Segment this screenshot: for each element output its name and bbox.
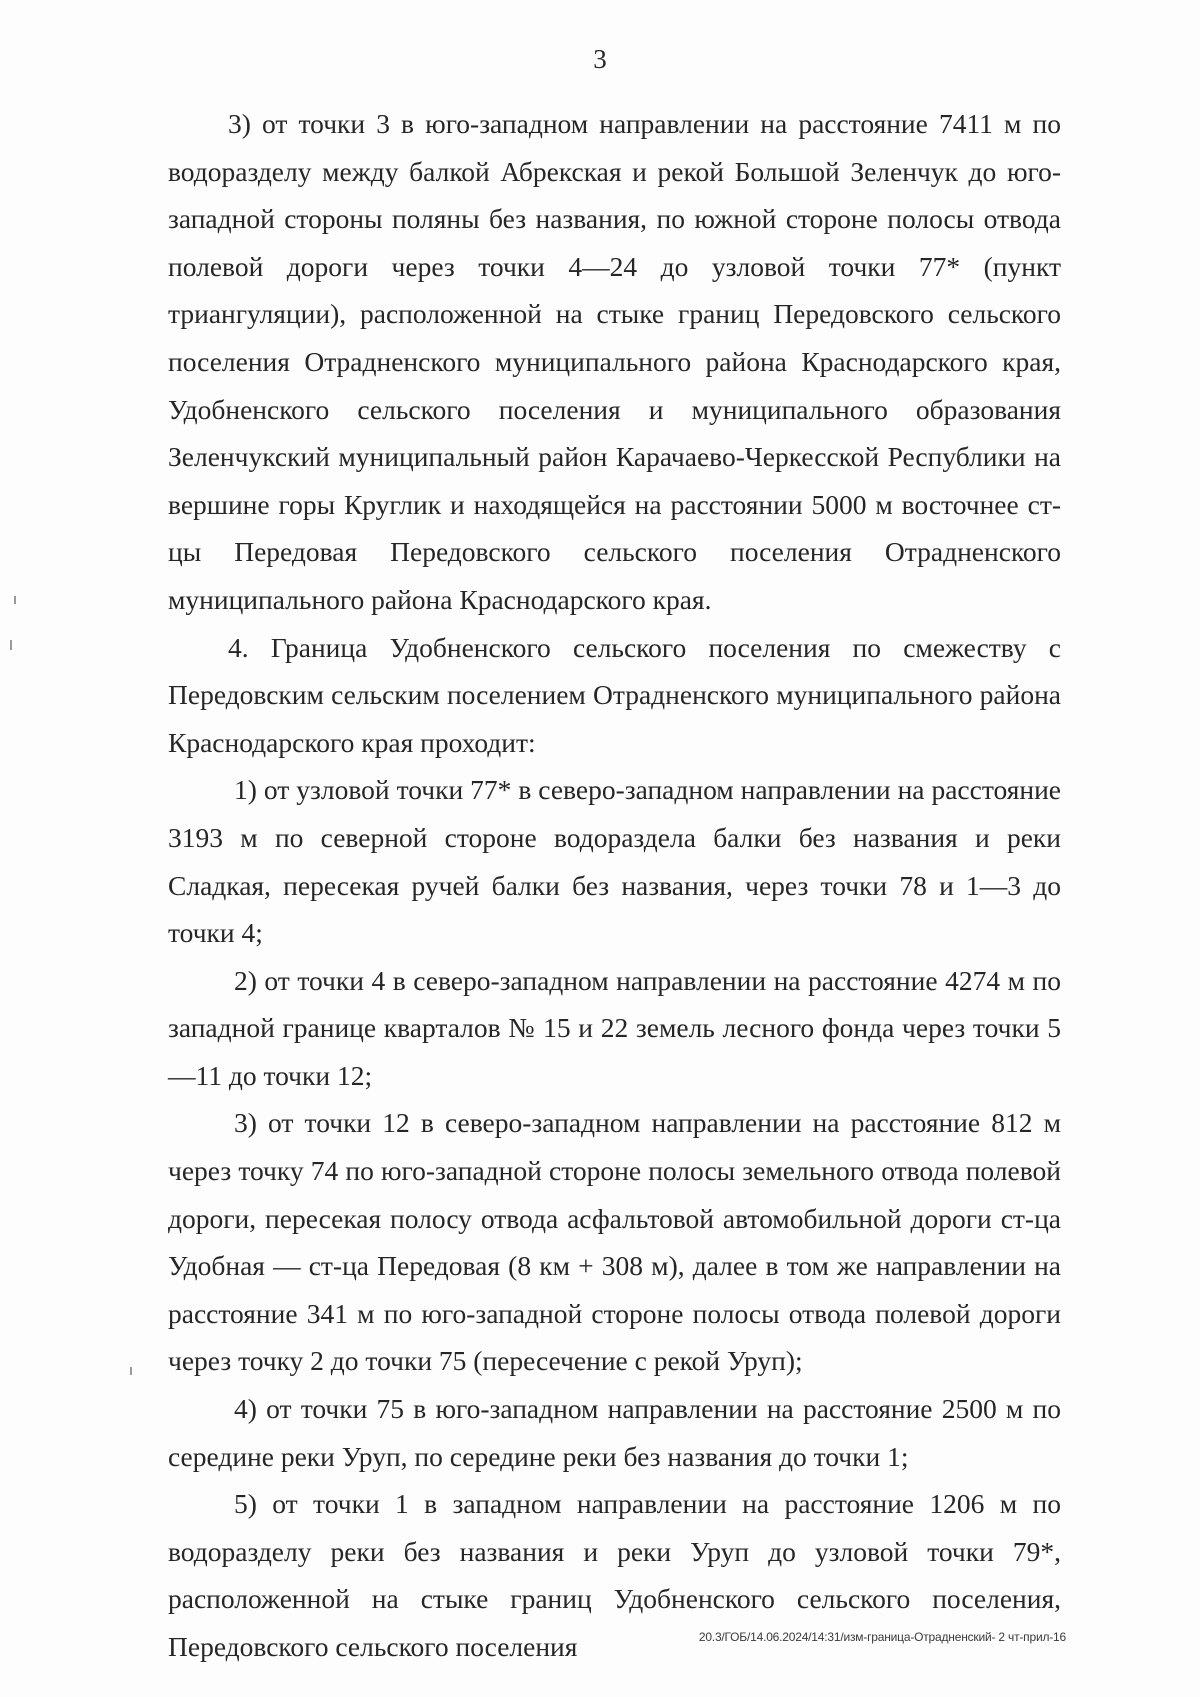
scan-artifact-mark — [130, 1367, 132, 1375]
paragraph-item-4: 4) от точки 75 в юго-западном направлении на расстояние 2500 м по середине реки Уруп, по середине реки без названия до точки 1; — [168, 1393, 1061, 1472]
paragraph-item-3: 3) от точки 3 в юго-западном направлении на расстояние 7411 м по водоразделу между балкой Абрекская и рекой Большой Зеленчук до юго-западной стороны поляны без названия, по южной стороне полосы отвода полевой дороги через точки 4—24 до узловой точки 77* (пункт триангуляции), расположенной на стыке границ Передовского сельского поселения Отрадненского муниципального района Краснодарского края, Удобненского сельского поселения и муниципального образования Зеленчукский муниципальный район Карачаево-Черкесской Республики на вершине горы Круглик и находящейся на расстоянии 5000 м восточнее ст-цы Передовая Передовского сельского поселения Отрадненского муниципального района Краснодарского края. — [168, 108, 1061, 615]
page-number: 3 — [593, 44, 607, 74]
paragraph-item-5: 5) от точки 1 в западном направлении на расстояние 1206 м по водоразделу реки без названия и реки Уруп до узловой точки 79*, расположенной на стыке границ Удобненского сельского поселения, Передовского сельского поселения — [168, 1488, 1061, 1662]
scan-artifact-mark — [10, 640, 12, 650]
paragraph-item-3-second: 3) от точки 12 в северо-западном направлении на расстояние 812 м через точку 74 по юго-западной стороне полосы земельного отвода полевой дороги, пересекая полосу отвода асфальтовой автомобильной дороги ст-ца Удобная — ст-ца Передовая (8 км + 308 м), далее в том же направлении на расстояние 341 м по юго-западной стороне полосы отвода полевой дороги через точку 2 до точки 75 (пересечение с рекой Уруп); — [168, 1107, 1061, 1377]
paragraph-section-4: 4. Граница Удобненского сельского поселения по смежеству с Передовским сельским поселением Отрадненского муниципального района Краснодарского края проходит: — [168, 631, 1061, 758]
document-body — [168, 100, 1061, 1671]
paragraph-item-2: 2) от точки 4 в северо-западном направлении на расстояние 4274 м по западной границе кварталов № 15 и 22 земель лесного фонда через точки 5—11 до точки 12; — [168, 964, 1061, 1091]
scan-artifact-mark — [14, 596, 16, 604]
paragraph-item-1: 1) от узловой точки 77* в северо-западном направлении на расстояние 3193 м по северной стороне водораздела балки без названия и реки Сладкая, пересекая ручей балки без названия, через точки 78 и 1—3 до точки 4; — [168, 774, 1061, 949]
document-footer-code: 20.3/ГОБ/14.06.2024/14:31/изм-граница-Отрадненский- 2 чт-прил-16 — [698, 1630, 1066, 1644]
